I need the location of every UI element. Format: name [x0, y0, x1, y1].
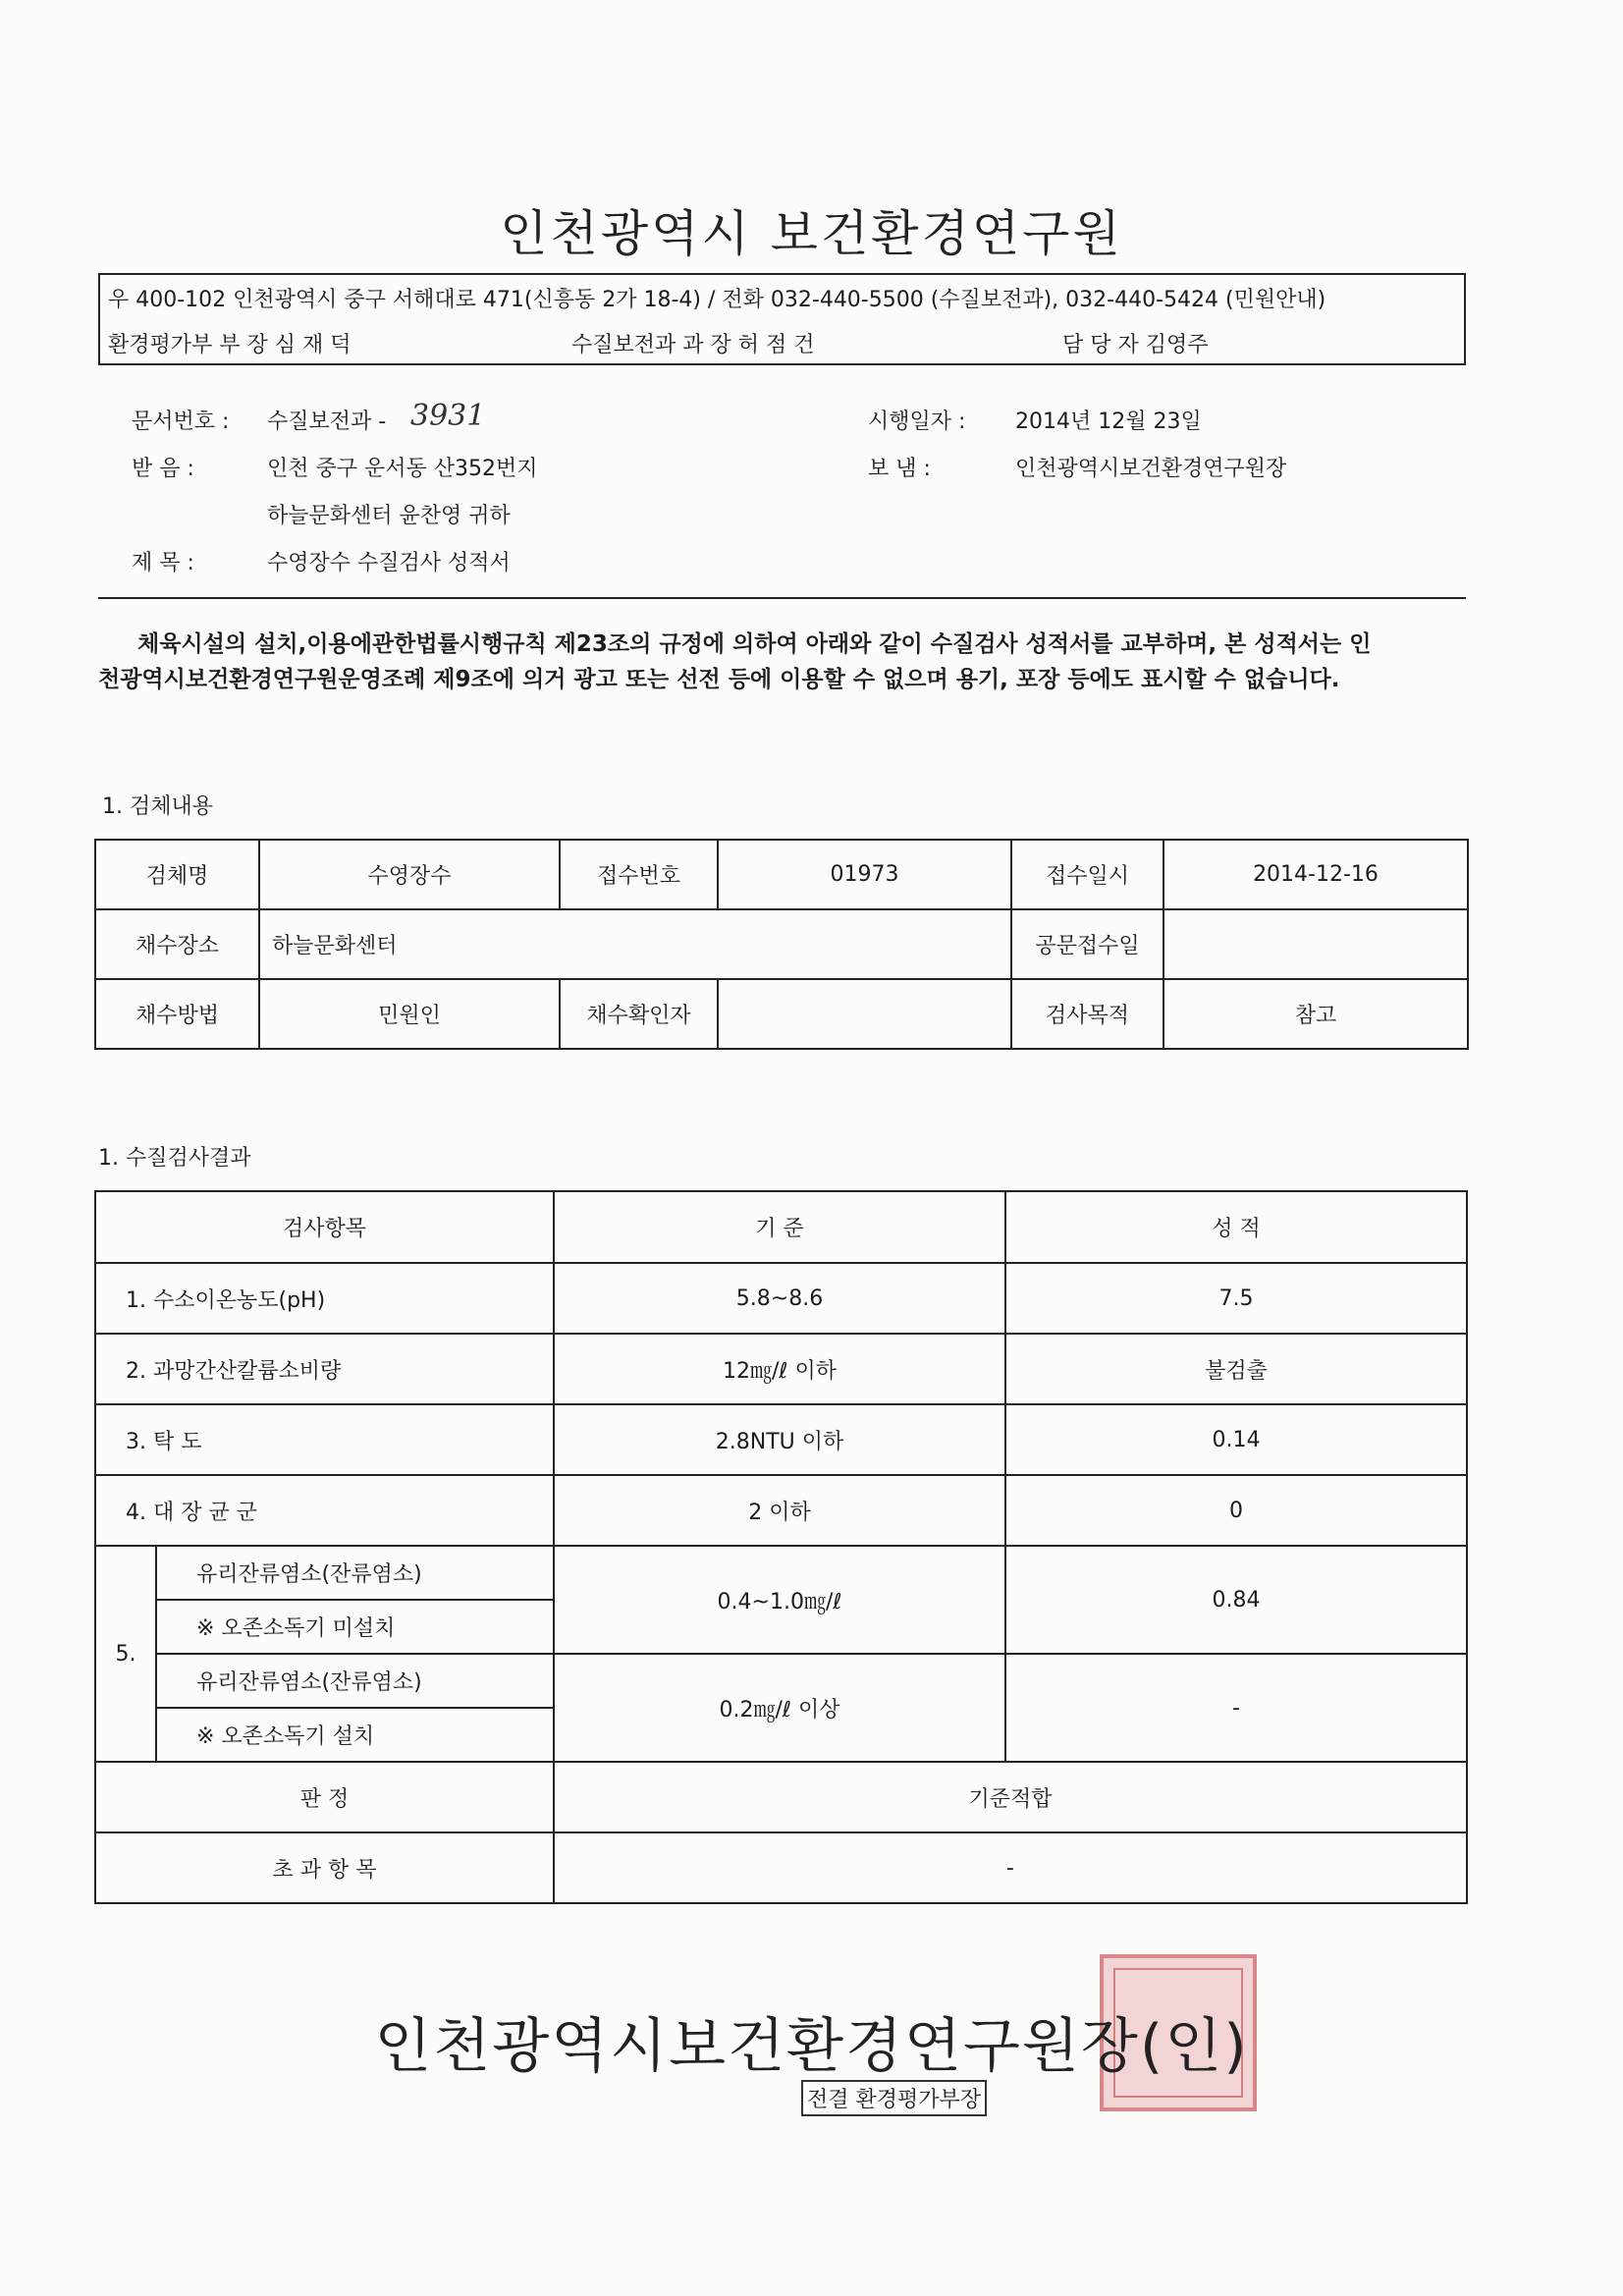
org-title: 인천광역시 보건환경연구원: [500, 205, 1123, 262]
sample-name-label: 검체명: [95, 840, 259, 909]
cc-label: 전결 환경평가부장: [801, 2080, 987, 2116]
result-standard: 2.8NTU 이하: [554, 1404, 1005, 1475]
purpose: 참고: [1163, 979, 1468, 1049]
row5a-note: ※ 오존소독기 미설치: [156, 1600, 554, 1654]
receipt-no: 01973: [718, 840, 1011, 909]
table-row: [95, 1334, 1467, 1404]
result-value: 불검출: [1005, 1334, 1467, 1404]
body-line-2: 천광역시보건환경연구원운영조례 제9조에 의거 광고 또는 선전 등에 이용할 수 없으며 용기, 포장 등에도 표시할 수 없습니다.: [98, 667, 1340, 692]
results-section-title: 1. 수질검사결과: [98, 1146, 251, 1171]
table-row: [95, 909, 1468, 979]
confirmer-label: 채수확인자: [560, 979, 718, 1049]
result-item: 2. 과망간산칼륨소비량: [95, 1334, 554, 1404]
sign-officer: 담 당 자 김영주: [1062, 333, 1209, 357]
result-item: 4. 대 장 균 군: [95, 1475, 554, 1546]
table-row: [95, 1762, 1467, 1832]
table-row: [95, 840, 1468, 909]
judgement-label: 판 정: [95, 1762, 554, 1832]
result-item: 3. 탁 도: [95, 1404, 554, 1475]
header-divider: [98, 597, 1466, 599]
exceed-label: 초 과 항 목: [95, 1832, 554, 1903]
col-item: 검사항목: [95, 1191, 554, 1263]
row5a-item: 유리잔류염소(잔류염소): [156, 1546, 554, 1600]
table-row: [95, 1263, 1467, 1334]
row5b-note: ※ 오존소독기 설치: [156, 1708, 554, 1762]
table-row: [95, 979, 1468, 1049]
date-label: 시행일자 :: [868, 410, 966, 434]
result-standard: 12㎎/ℓ 이하: [554, 1334, 1005, 1404]
result-item: 1. 수소이온농도(pH): [95, 1263, 554, 1334]
sender-label: 보 냄 :: [868, 457, 931, 481]
table-row: [95, 1654, 1467, 1708]
row5a-standard: 0.4~1.0㎎/ℓ: [554, 1546, 1005, 1654]
sample-name: 수영장수: [259, 840, 560, 909]
official-date: [1163, 909, 1468, 979]
col-standard: 기 준: [554, 1191, 1005, 1263]
recipient-label: 받 음 :: [132, 457, 194, 481]
result-standard: 2 이하: [554, 1475, 1005, 1546]
receipt-date: 2014-12-16: [1163, 840, 1468, 909]
sender-value: 인천광역시보건환경연구원장: [1015, 457, 1287, 481]
doc-no-handwritten: 3931: [410, 399, 486, 433]
official-date-label: 공문접수일: [1011, 909, 1163, 979]
subject-label: 제 목 :: [132, 551, 194, 575]
result-value: 0.14: [1005, 1404, 1467, 1475]
method: 민원인: [259, 979, 560, 1049]
purpose-label: 검사목적: [1011, 979, 1163, 1049]
table-row: [95, 1404, 1467, 1475]
table-header-row: [95, 1191, 1467, 1263]
receipt-no-label: 접수번호: [560, 840, 718, 909]
row5a-result: 0.84: [1005, 1546, 1467, 1654]
judgement: 기준적합: [554, 1762, 1467, 1832]
table-row: [95, 1475, 1467, 1546]
result-value: 0: [1005, 1475, 1467, 1546]
sample-table: [94, 839, 1469, 1050]
body-paragraph: [98, 627, 1473, 697]
results-table: [94, 1190, 1468, 1904]
header-box: [98, 273, 1466, 365]
row5b-result: -: [1005, 1654, 1467, 1762]
exceed: -: [554, 1832, 1467, 1903]
recipient-value: 인천 중구 운서동 산352번지: [267, 457, 538, 481]
col-result: 성 적: [1005, 1191, 1467, 1263]
address-line: 우 400-102 인천광역시 중구 서해대로 471(신흥동 2가 18-4) / 전화 032-440-5500 (수질보전과), 032-440-5424 (민원안내): [108, 288, 1326, 312]
table-row: [95, 1546, 1467, 1600]
body-line-1: 체육시설의 설치,이용에관한법률시행규칙 제23조의 규정에 의하여 아래와 같이 수질검사 성적서를 교부하며, 본 성적서는 인: [137, 631, 1372, 657]
confirmer: [718, 979, 1011, 1049]
recipient-value-2: 하늘문화센터 윤찬영 귀하: [267, 504, 511, 528]
date-value: 2014년 12월 23일: [1015, 410, 1202, 434]
row5b-item: 유리잔류염소(잔류염소): [156, 1654, 554, 1708]
sample-section-title: 1. 검체내용: [102, 794, 213, 819]
subject-value: 수영장수 수질검사 성적서: [267, 551, 511, 575]
site: 하늘문화센터: [259, 909, 1011, 979]
row5-number: 5.: [95, 1546, 156, 1762]
result-value: 7.5: [1005, 1263, 1467, 1334]
row5b-standard: 0.2㎎/ℓ 이상: [554, 1654, 1005, 1762]
receipt-date-label: 접수일시: [1011, 840, 1163, 909]
doc-no-label: 문서번호 :: [132, 410, 230, 434]
sign-dept-head: 환경평가부 부 장 심 재 덕: [108, 333, 352, 357]
sign-section-head: 수질보전과 과 장 허 점 건: [571, 333, 815, 357]
method-label: 채수방법: [95, 979, 259, 1049]
site-label: 채수장소: [95, 909, 259, 979]
issuer-name: 인천광역시보건환경연구원장(인): [374, 2012, 1249, 2081]
result-standard: 5.8~8.6: [554, 1263, 1005, 1334]
table-row: [95, 1832, 1467, 1903]
doc-no-value: 수질보전과 -: [267, 410, 387, 434]
